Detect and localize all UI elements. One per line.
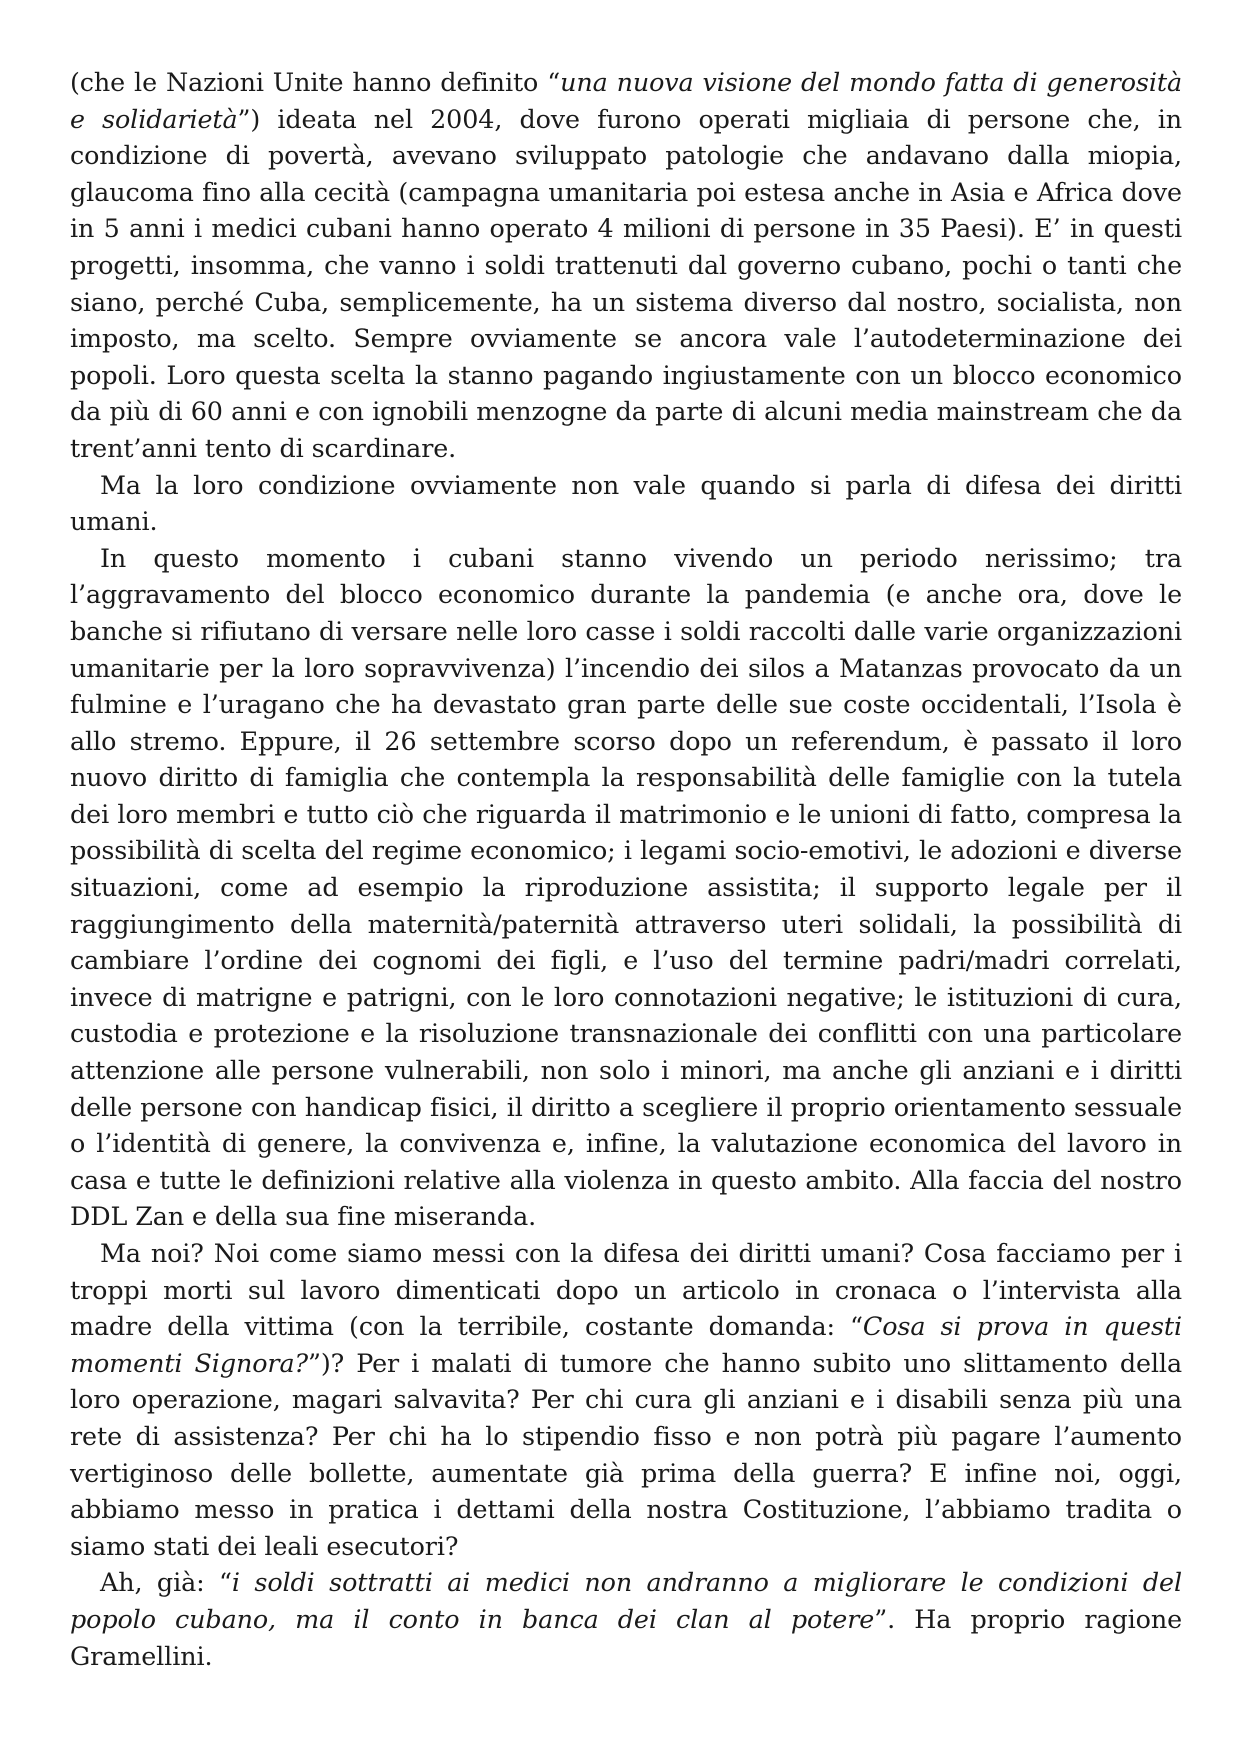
document-page (70, 64, 1182, 1674)
paragraph-2-text-1: Ma la loro condizione ovviamente non vale quando si parla di difesa dei diritti umani. (70, 469, 1182, 537)
paragraph-1-text-2: ”) ideata nel 2004, dove furono operati migliaia di persone che, in condizione di povertà, avevano sviluppato patologie che andavano dalla miopia, glaucoma fino alla cecità (campagna umanitaria poi estesa anche in Asia e Africa dove in 5 anni i medici cubani hanno operato 4 milioni di persone in 35 Paesi). E’ in questi progetti, insomma, che vanno i soldi trattenuti dal governo cubano, pochi o tanti che siano, perché Cuba, semplicemente, ha un sistema diverso dal nostro, socialista, non imposto, ma scelto. Sempre ovviamente se ancora vale l’autodeterminazione dei popoli. Loro questa scelta la stanno pagando ingiustamente con un blocco economico da più di 60 anni e con ignobili menzogne da parte di alcuni media mainstream che da trent’anni tento di scardinare. (70, 103, 1183, 463)
paragraph-4 (70, 1235, 1182, 1564)
paragraph-1-quote-italic: una nuova visione del mondo fatta di generosità e solidarietà (70, 67, 1182, 134)
paragraph-4-text-2: ”)? Per i malati di tumore che hanno subito uno slittamento della loro operazione, magari salvavita? Per chi cura gli anziani e i disabili senza più una rete di assistenza? Per chi ha lo stipendio fisso e non potrà più pagare l’aumento vertiginoso delle bollette, aumentate già prima della guerra? E infine noi, oggi, abbiamo messo in pratica i dettami della nostra Costituzione, l’abbiamo tradita o siamo stati dei leali esecutori? (70, 1347, 1182, 1561)
paragraph-3-text-1: In questo momento i cubani stanno vivendo un periodo nerissimo; tra l’aggravamento del blocco economico durante la pandemia (e anche ora, dove le banche si rifiutano di versare nelle loro casse i soldi raccolti dalle varie organizzazioni umanitarie per la loro sopravvivenza) l’incendio dei silos a Matanzas provocato da un fulmine e l’uragano che ha devastato gran parte delle sue coste occidentali, l’Isola è allo stremo. Eppure, il 26 settembre scorso dopo un referendum, è passato il loro nuovo diritto di famiglia che contempla la responsabilità delle famiglie con la tutela dei loro membri e tutto ciò che riguarda il matrimonio e le unioni di fatto, compresa la possibilità di scelta del regime economico; i legami socio-emotivi, le adozioni e diverse situazioni, come ad esempio la riproduzione assistita; il supporto legale per il raggiungimento della maternità/paternità attraverso uteri solidali, la possibilità di cambiare l’ordine dei cognomi dei figli, e l’uso del termine padri/madri correlati, invece di matrigne e patrigni, con le loro connotazioni negative; le istituzioni di cura, custodia e protezione e la risoluzione transnazionale dei conflitti con una particolare attenzione alle persone vulnerabili, non solo i minori, ma anche gli anziani e i diritti delle persone con handicap fisici, il diritto a scegliere il proprio orientamento sessuale o l’identità di genere, la convivenza e, infine, la valutazione economica del lavoro in casa e tutte le definizioni relative alla violenza in questo ambito. Alla faccia del nostro DDL Zan e della sua fine miseranda. (70, 542, 1182, 1232)
paragraph-2 (70, 467, 1182, 540)
paragraph-4-quote-italic: Cosa si prova in questi momenti Signora? (70, 1311, 1182, 1378)
paragraph-5-text-1: Ah, già: “ (100, 1567, 232, 1598)
paragraph-5 (70, 1564, 1182, 1674)
paragraph-3 (70, 540, 1182, 1235)
paragraph-4-text-1: Ma noi? Noi come siamo messi con la difesa dei diritti umani? Cosa facciamo per i troppi morti sul lavoro dimenticati dopo un articolo in cronaca o l’intervista alla madre della vittima (con la terribile, costante domanda: “ (70, 1238, 1182, 1342)
paragraph-1 (70, 64, 1182, 467)
paragraph-5-quote-italic: i soldi sottratti ai medici non andranno a migliorare le condizioni del popolo cubano, ma il conto in banca dei clan al potere (70, 1567, 1183, 1634)
paragraph-1-text-1: (che le Nazioni Unite hanno definito “ (70, 67, 561, 97)
paragraph-5-text-2: ”. Ha proprio ragione Gramellini. (70, 1603, 1182, 1671)
